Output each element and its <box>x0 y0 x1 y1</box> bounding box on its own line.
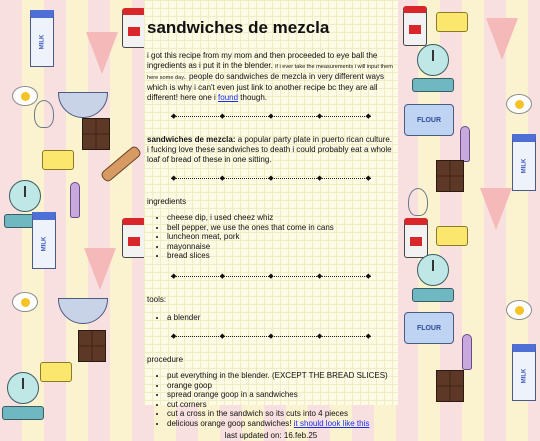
rolling-pin-icon <box>100 145 143 184</box>
tools-list <box>147 313 395 323</box>
list-item: • cheese dip, i used cheez whiz <box>167 213 395 223</box>
divider-diamond-icon: ◆ <box>365 175 371 182</box>
divider-diamond-icon: ◆ <box>316 175 323 182</box>
piping-bag-icon <box>86 32 118 74</box>
divider-diamond-icon: ◆ <box>219 175 226 182</box>
milk-carton-icon: MILK <box>32 212 56 269</box>
flour-bag-icon: FLOUR <box>404 312 454 344</box>
milk-carton-icon: MILK <box>30 10 54 67</box>
chocolate-bar-icon <box>78 330 106 362</box>
jam-jar-icon <box>403 6 427 46</box>
cracked-egg-icon <box>506 300 532 320</box>
jam-jar-icon <box>404 218 428 258</box>
jam-jar-icon <box>122 8 146 48</box>
butter-icon <box>40 362 72 382</box>
divider-diamond-icon: ◆ <box>316 333 323 340</box>
chocolate-bar-icon <box>436 370 464 402</box>
example-photo-link[interactable]: it should look like this <box>293 418 370 428</box>
divider-diamond-icon: ◆ <box>219 333 226 340</box>
divider <box>171 271 371 283</box>
last-updated: last updated on: 16.feb.25 <box>224 431 318 440</box>
divider-diamond-icon: ◆ <box>268 272 274 280</box>
divider-diamond-icon: ◆ <box>316 113 323 120</box>
divider-diamond-icon: ◆ <box>219 113 226 120</box>
whisk-icon <box>34 100 54 128</box>
flour-bag-icon: FLOUR <box>404 104 454 136</box>
butter-icon <box>436 226 468 246</box>
list-item-text: delicious orange goop sandwiches! <box>167 418 292 428</box>
cracked-egg-icon <box>12 86 38 106</box>
procedure-heading: procedure <box>147 355 184 364</box>
kitchen-scale-icon <box>412 44 454 90</box>
recipe-panel <box>144 0 398 440</box>
divider-diamond-icon: ◆ <box>171 113 177 120</box>
found-link[interactable]: found <box>218 93 239 102</box>
butter-icon <box>42 150 74 170</box>
chocolate-bar-icon <box>82 118 110 150</box>
divider-diamond-icon: ◆ <box>365 333 371 340</box>
whisk-icon <box>408 188 428 216</box>
cracked-egg-icon <box>506 94 532 114</box>
chocolate-bar-icon <box>436 160 464 192</box>
spatula-icon <box>462 334 472 370</box>
divider-diamond-icon: ◆ <box>219 272 226 280</box>
mixing-bowl-icon <box>58 298 108 324</box>
list-item: • put everything in the blender. (EXCEPT THE BREAD SLICES) <box>167 371 395 381</box>
intro-text-c: though. <box>240 93 267 102</box>
kitchen-scale-icon <box>2 372 44 418</box>
intro-paragraph <box>147 51 395 103</box>
intro-small-note: if i ever take the measurements i will input them here some day.. <box>147 64 393 81</box>
description-text: a popular party plate in puerto rican culture. i fucking love these sandwiches to death i could probably eat a whole loaf of bread of these in one sitting. <box>147 135 393 164</box>
list-item: • a blender <box>167 313 395 323</box>
list-item: • luncheon meat, pork <box>167 232 395 242</box>
intro-text-b: people do sandwiches de mezcla in very different ways which is why i can't even just link to another recipe bc they are all different! here one i <box>147 72 385 102</box>
butter-icon <box>436 12 468 32</box>
description-term: sandwiches de mezcla: <box>147 135 236 144</box>
milk-carton-icon: MILK <box>512 344 536 401</box>
cracked-egg-icon <box>12 292 38 312</box>
list-item: • cut a cross in the sandwich so its cuts into 4 pieces <box>167 409 395 419</box>
divider-diamond-icon: ◆ <box>171 175 177 182</box>
list-item: • orange goop <box>167 381 395 391</box>
divider <box>171 331 371 343</box>
intro-text-a: i got this recipe from my mom and then proceeded to eye ball the ingredients as i put it in the blender. <box>147 51 378 70</box>
divider-diamond-icon: ◆ <box>171 333 177 340</box>
mixing-bowl-icon <box>58 92 108 118</box>
divider-diamond-icon: ◆ <box>268 175 274 182</box>
list-item: • cut corners <box>167 400 395 410</box>
milk-carton-icon: MILK <box>512 134 536 191</box>
page-title: sandwiches de mezcla <box>147 18 330 37</box>
piping-bag-icon <box>84 248 116 290</box>
kitchen-scale-icon <box>412 254 454 300</box>
list-item: • spread orange goop in a sandwiches <box>167 390 395 400</box>
divider-diamond-icon: ◆ <box>316 272 323 280</box>
spatula-icon <box>460 126 470 162</box>
divider-diamond-icon: ◆ <box>171 272 177 280</box>
piping-bag-icon <box>480 188 512 230</box>
divider <box>171 173 371 185</box>
list-item: • bell pepper, we use the ones that come in cans <box>167 223 395 233</box>
divider <box>171 111 371 123</box>
ingredients-list <box>147 213 395 261</box>
list-item: • mayonnaise <box>167 242 395 252</box>
list-item <box>167 419 395 429</box>
spoon-icon <box>70 182 80 218</box>
ingredients-heading: ingredients <box>147 197 187 206</box>
divider-diamond-icon: ◆ <box>268 113 274 120</box>
jam-jar-icon <box>122 218 146 258</box>
tools-heading: tools: <box>147 294 167 304</box>
piping-bag-icon <box>486 18 518 60</box>
list-item: • bread slices <box>167 251 395 261</box>
description-paragraph <box>147 135 395 165</box>
divider-diamond-icon: ◆ <box>268 333 274 340</box>
procedure-list <box>147 371 395 428</box>
divider-diamond-icon: ◆ <box>365 272 371 280</box>
divider-diamond-icon: ◆ <box>365 113 371 120</box>
